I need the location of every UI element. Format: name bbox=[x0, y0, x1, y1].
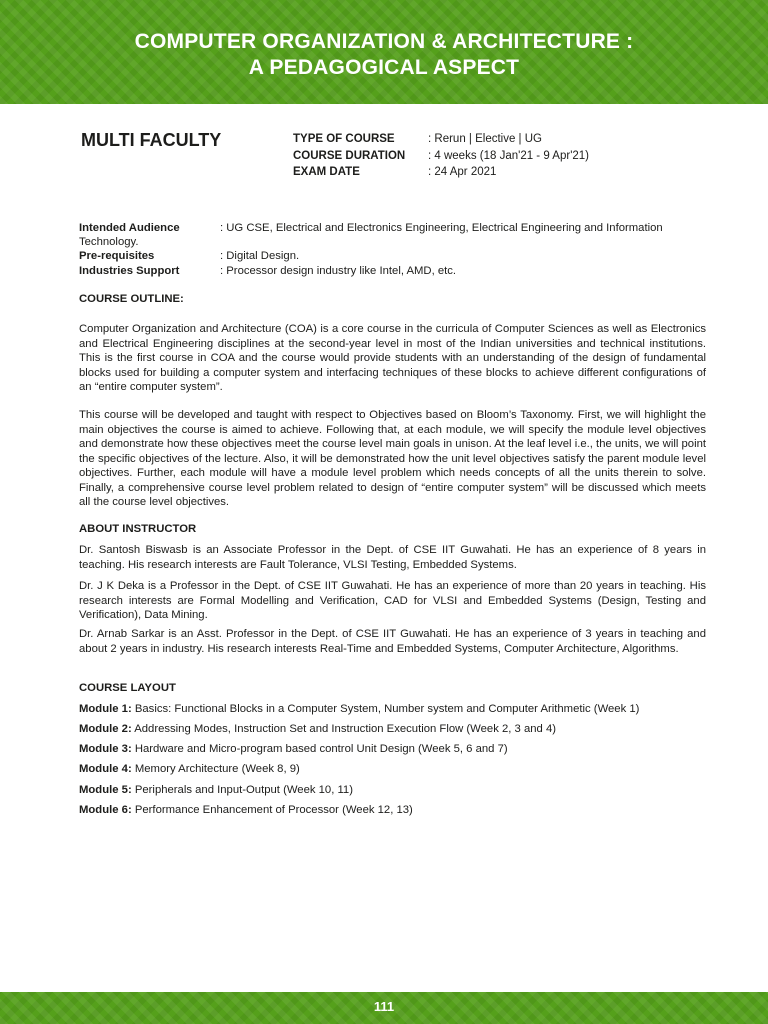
course-outline-paragraph-1: Computer Organization and Architecture (COA) is a core course in the curricula of Computer Sciences as well as Electronics and Electrical Engineering disciplines at the second-year level in most of the Indian universities and technical institutions. This is the first course in COA and the course would provide students with an understanding of the design of fundamental blocks used for building a computer system and interfacing techniques of these blocks to achieve different configurations of an “entire computer system”. bbox=[79, 323, 706, 393]
module-item: Module 6: Performance Enhancement of Processor (Week 12, 13) bbox=[79, 804, 413, 816]
course-title-line-2: A PEDAGOGICAL ASPECT bbox=[248, 56, 520, 79]
course-layout-heading: COURSE LAYOUT bbox=[79, 682, 176, 694]
page-number: 111 bbox=[373, 999, 395, 1014]
type-of-course-value: : Rerun | Elective | UG bbox=[428, 133, 542, 145]
module-item: Module 1: Basics: Functional Blocks in a Computer System, Number system and Computer Arithmetic (Week 1) bbox=[79, 703, 640, 715]
intended-audience-value: : UG CSE, Electrical and Electronics Engineering, Electrical Engineering and Information bbox=[220, 222, 663, 234]
module-item: Module 4: Memory Architecture (Week 8, 9) bbox=[79, 763, 300, 775]
course-outline-paragraph-2: This course will be developed and taught with respect to Objectives based on Bloom’s Taxonomy. First, we will highlight the main objectives the course is aimed to achieve. Following that, at each module, we will specify the module level objectives and demonstrate how these objectives meet the course level main goals in unison. At the leaf level i.e., the units, we will point the specific objectives of the lecture. Also, it will be demonstrated how the unit level objectives satisfy the parent module level objectives. Further, each module will have a module level problem which needs concepts of all the units therein to solve. Finally, a comprehensive course level problem related to design of “entire computer system” will be discussed which meets all the course level objectives. bbox=[79, 409, 706, 508]
about-instructor-heading: ABOUT INSTRUCTOR bbox=[79, 523, 197, 535]
page-footer-banner bbox=[0, 992, 768, 1024]
intended-audience-continuation: Technology. bbox=[79, 236, 139, 248]
module-item: Module 3: Hardware and Micro-program based control Unit Design (Week 5, 6 and 7) bbox=[79, 743, 508, 755]
instructor-bio-1: Dr. Santosh Biswasb is an Associate Professor in the Dept. of CSE IIT Guwahati. He has an experience of 8 years in teaching. His research interests are Fault Tolerance, VLSI Testing, Embedded Systems. bbox=[79, 544, 706, 571]
module-item: Module 5: Peripherals and Input-Output (Week 10, 11) bbox=[79, 784, 353, 796]
course-duration-label: COURSE DURATION bbox=[293, 150, 406, 162]
industries-support-value: : Processor design industry like Intel, AMD, etc. bbox=[220, 265, 457, 277]
module-item: Module 2: Addressing Modes, Instruction Set and Instruction Execution Flow (Week 2, 3 and 4) bbox=[79, 723, 556, 735]
prerequisites-label: Pre-requisites bbox=[79, 250, 155, 262]
prerequisites-value: : Digital Design. bbox=[220, 250, 300, 262]
course-title-line-1: COMPUTER ORGANIZATION & ARCHITECTURE : bbox=[134, 30, 634, 53]
industries-support-label: Industries Support bbox=[79, 265, 180, 277]
page-header-banner bbox=[0, 0, 768, 104]
course-duration-value: : 4 weeks (18 Jan'21 - 9 Apr'21) bbox=[428, 150, 590, 162]
intended-audience-label: Intended Audience bbox=[79, 222, 180, 234]
faculty-label: MULTI FACULTY bbox=[81, 130, 222, 150]
exam-date-value: : 24 Apr 2021 bbox=[428, 166, 497, 178]
instructor-bio-3: Dr. Arnab Sarkar is an Asst. Professor in the Dept. of CSE IIT Guwahati. He has an experience of 3 years in teaching and about 2 years in industry. His research interests Real-Time and Embedded Systems, Computer Architecture, Algorithms. bbox=[79, 628, 706, 655]
instructor-bio-2: Dr. J K Deka is a Professor in the Dept. of CSE IIT Guwahati. He has an experience of more than 20 years in teaching. His research interests are Formal Modelling and Verification, CAD for VLSI and Embedded Systems (Design, Testing and Verification), Data Mining. bbox=[79, 580, 706, 621]
type-of-course-label: TYPE OF COURSE bbox=[293, 133, 395, 145]
exam-date-label: EXAM DATE bbox=[293, 166, 360, 178]
course-outline-heading: COURSE OUTLINE: bbox=[79, 293, 184, 305]
